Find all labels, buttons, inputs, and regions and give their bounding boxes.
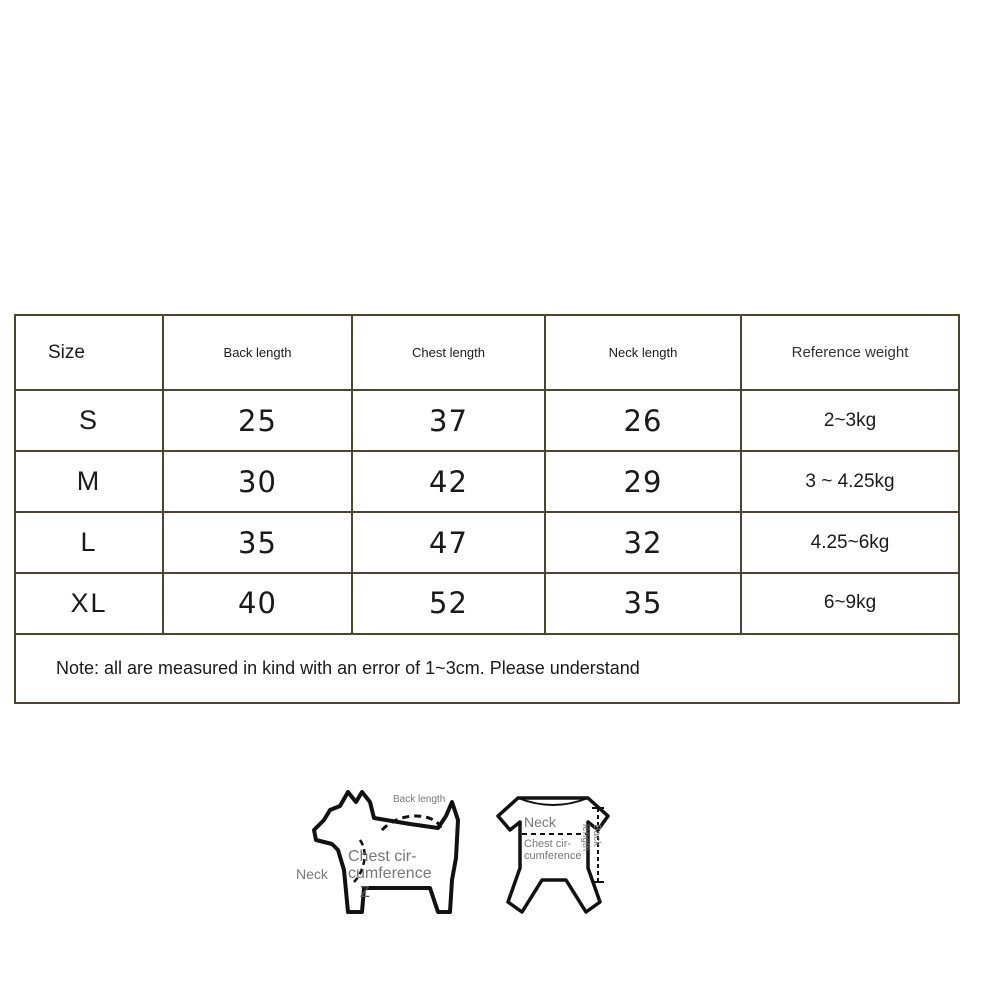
garment-neck-label: Neck bbox=[524, 814, 556, 830]
weight-cell: 4.25~6kg bbox=[741, 512, 959, 573]
note-row bbox=[15, 634, 959, 703]
garment-measurement-diagram bbox=[490, 790, 640, 920]
size-cell: S bbox=[15, 390, 163, 451]
garment-chest-label: Chest cir- cumference bbox=[524, 838, 582, 862]
size-cell: XL bbox=[15, 573, 163, 634]
table-header-row bbox=[15, 315, 959, 390]
chest-length-cell: 42 bbox=[352, 451, 545, 512]
dog-neck-label: Neck bbox=[296, 866, 328, 882]
back-length-cell: 35 bbox=[163, 512, 352, 573]
neck-length-cell: 26 bbox=[545, 390, 741, 451]
dog-chest-label: Chest cir- cumference bbox=[348, 848, 432, 882]
size-chart-table bbox=[14, 314, 960, 704]
header-back-length: Back length bbox=[163, 315, 352, 390]
size-cell: L bbox=[15, 512, 163, 573]
header-neck-length: Neck length bbox=[545, 315, 741, 390]
chest-length-cell: 37 bbox=[352, 390, 545, 451]
chest-length-cell: 52 bbox=[352, 573, 545, 634]
header-chest-length: Chest length bbox=[352, 315, 545, 390]
weight-cell: 6~9kg bbox=[741, 573, 959, 634]
back-length-cell: 30 bbox=[163, 451, 352, 512]
header-size: Size bbox=[15, 315, 163, 390]
table-row bbox=[15, 573, 959, 634]
size-cell: M bbox=[15, 451, 163, 512]
dog-mark-label: Z bbox=[360, 884, 370, 901]
table-row bbox=[15, 512, 959, 573]
neck-length-cell: 32 bbox=[545, 512, 741, 573]
table-row bbox=[15, 390, 959, 451]
chest-length-cell: 47 bbox=[352, 512, 545, 573]
back-length-cell: 40 bbox=[163, 573, 352, 634]
weight-cell: 3 ~ 4.25kg bbox=[741, 451, 959, 512]
garment-back-length-label: Back length bbox=[580, 824, 602, 852]
dog-measurement-diagram bbox=[290, 780, 480, 920]
table-row bbox=[15, 451, 959, 512]
header-reference-weight: Reference weight bbox=[741, 315, 959, 390]
dog-back-length-label: Back length bbox=[393, 794, 446, 805]
weight-cell: 2~3kg bbox=[741, 390, 959, 451]
neck-length-cell: 35 bbox=[545, 573, 741, 634]
measurement-note: Note: all are measured in kind with an error of 1~3cm. Please understand bbox=[15, 634, 959, 703]
back-length-cell: 25 bbox=[163, 390, 352, 451]
neck-length-cell: 29 bbox=[545, 451, 741, 512]
